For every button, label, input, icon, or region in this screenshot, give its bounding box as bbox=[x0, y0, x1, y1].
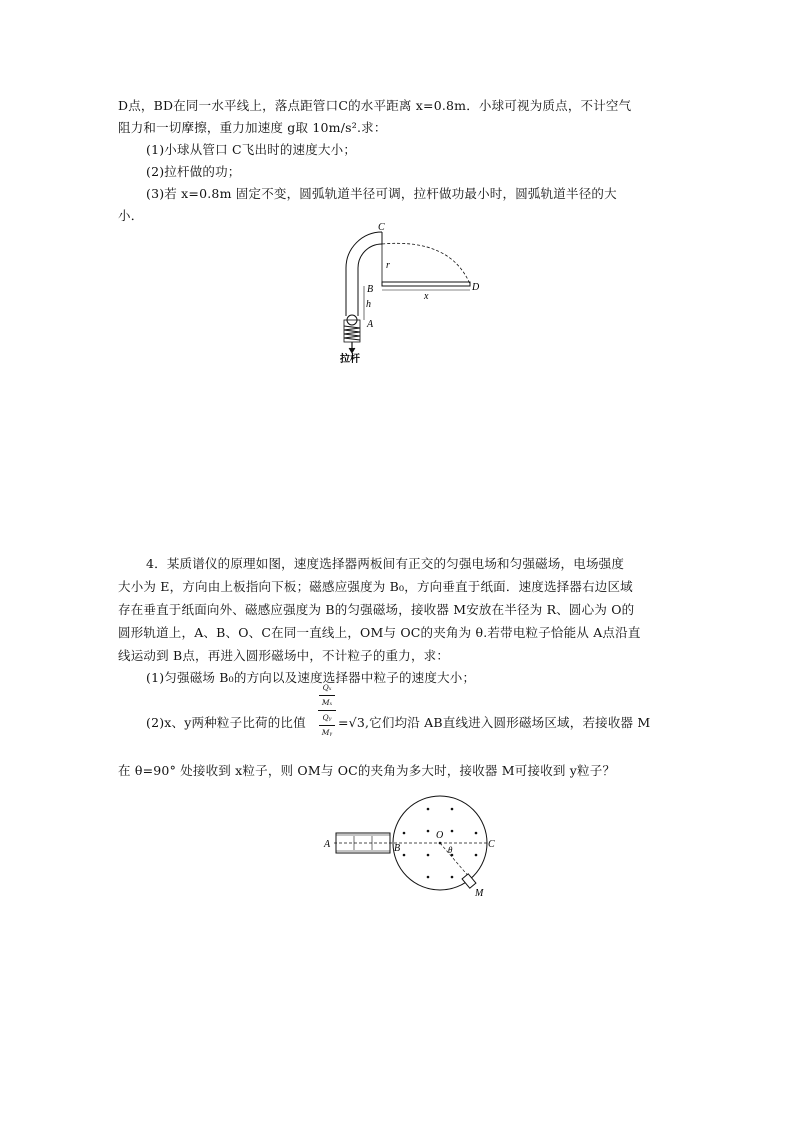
p3-question-2: (2)拉杆做的功； bbox=[146, 164, 241, 179]
label-B: B bbox=[394, 843, 401, 854]
p3-question-3: (3)若 x=0.8m 固定不变，圆弧轨道半径可调，拉杆做功最小时，圆弧轨道半径的大 bbox=[146, 186, 617, 201]
p4-question-2-suffix: =√3,它们均沿 AB直线进入圆形磁场区域，若接收器 M bbox=[338, 715, 651, 730]
p4-question-2-cont: 在 θ=90° 处接收到 x粒子，则 OM与 OC的夹角为多大时，接收器 M可接收到 y粒子？ bbox=[118, 763, 616, 778]
p4-line4: 圆形轨道上，A、B、O、C在同一直线上，OM与 OC的夹角为 θ.若带电粒子恰能从 A点沿直 bbox=[118, 625, 641, 640]
label-D: D bbox=[472, 282, 480, 293]
caption-pull-rod: 拉杆 bbox=[340, 354, 360, 365]
p3-question-1: (1)小球从管口 C飞出时的速度大小； bbox=[146, 142, 357, 157]
p3-line1: D点，BD在同一水平线上，落点距管口C的水平距离 x=0.8m．小球可视为质点，不计空气 bbox=[118, 98, 632, 113]
frac-top-den: Mₓ bbox=[321, 698, 333, 707]
label-r: r bbox=[386, 260, 390, 271]
p4-line5: 线运动到 B点，再进入圆形磁场中，不计粒子的重力，求： bbox=[118, 648, 450, 663]
p3-figure bbox=[330, 220, 500, 365]
p3-question-3-cont: 小． bbox=[118, 208, 144, 223]
label-M: M bbox=[475, 888, 484, 899]
frac-bottom-num: Qᵧ bbox=[322, 713, 332, 722]
label-h: h bbox=[366, 299, 371, 310]
p4-line2: 大小为 E，方向由上板指向下板；磁感应强度为 B₀，方向垂直于纸面．速度选择器右边区域 bbox=[118, 579, 633, 594]
label-x: x bbox=[424, 291, 429, 302]
label-B: B bbox=[367, 284, 374, 295]
bd-platform bbox=[382, 282, 470, 286]
p3-line2: 阻力和一切摩擦，重力加速度 g取 10m/s².求： bbox=[118, 120, 387, 135]
label-theta: θ bbox=[448, 845, 453, 855]
p4-line1: 4．某质谱仪的原理如图，速度选择器两板间有正交的匀强电场和匀强磁场，电场强度 bbox=[146, 556, 625, 571]
charge-mass-ratio-fraction bbox=[318, 683, 336, 738]
label-C: C bbox=[488, 839, 495, 850]
om-line bbox=[440, 843, 470, 878]
label-A: A bbox=[367, 319, 374, 330]
label-O: O bbox=[436, 830, 444, 841]
frac-top-num: Qₓ bbox=[322, 683, 332, 692]
label-A: A bbox=[324, 839, 331, 850]
label-C: C bbox=[378, 222, 385, 233]
p4-line3: 存在垂直于纸面向外、磁感应强度为 B的匀强磁场，接收器 M安放在半径为 R、圆心为 O的 bbox=[118, 602, 635, 617]
p4-question-1: (1)匀强磁场 B₀的方向以及速度选择器中粒子的速度大小； bbox=[146, 670, 476, 685]
p4-question-2-prefix: (2)x、y两种粒子比荷的比值 bbox=[146, 715, 306, 730]
trajectory-curve bbox=[382, 243, 470, 284]
spring bbox=[344, 326, 360, 340]
p4-figure bbox=[318, 795, 518, 900]
frac-bottom-den: Mᵧ bbox=[321, 728, 333, 737]
